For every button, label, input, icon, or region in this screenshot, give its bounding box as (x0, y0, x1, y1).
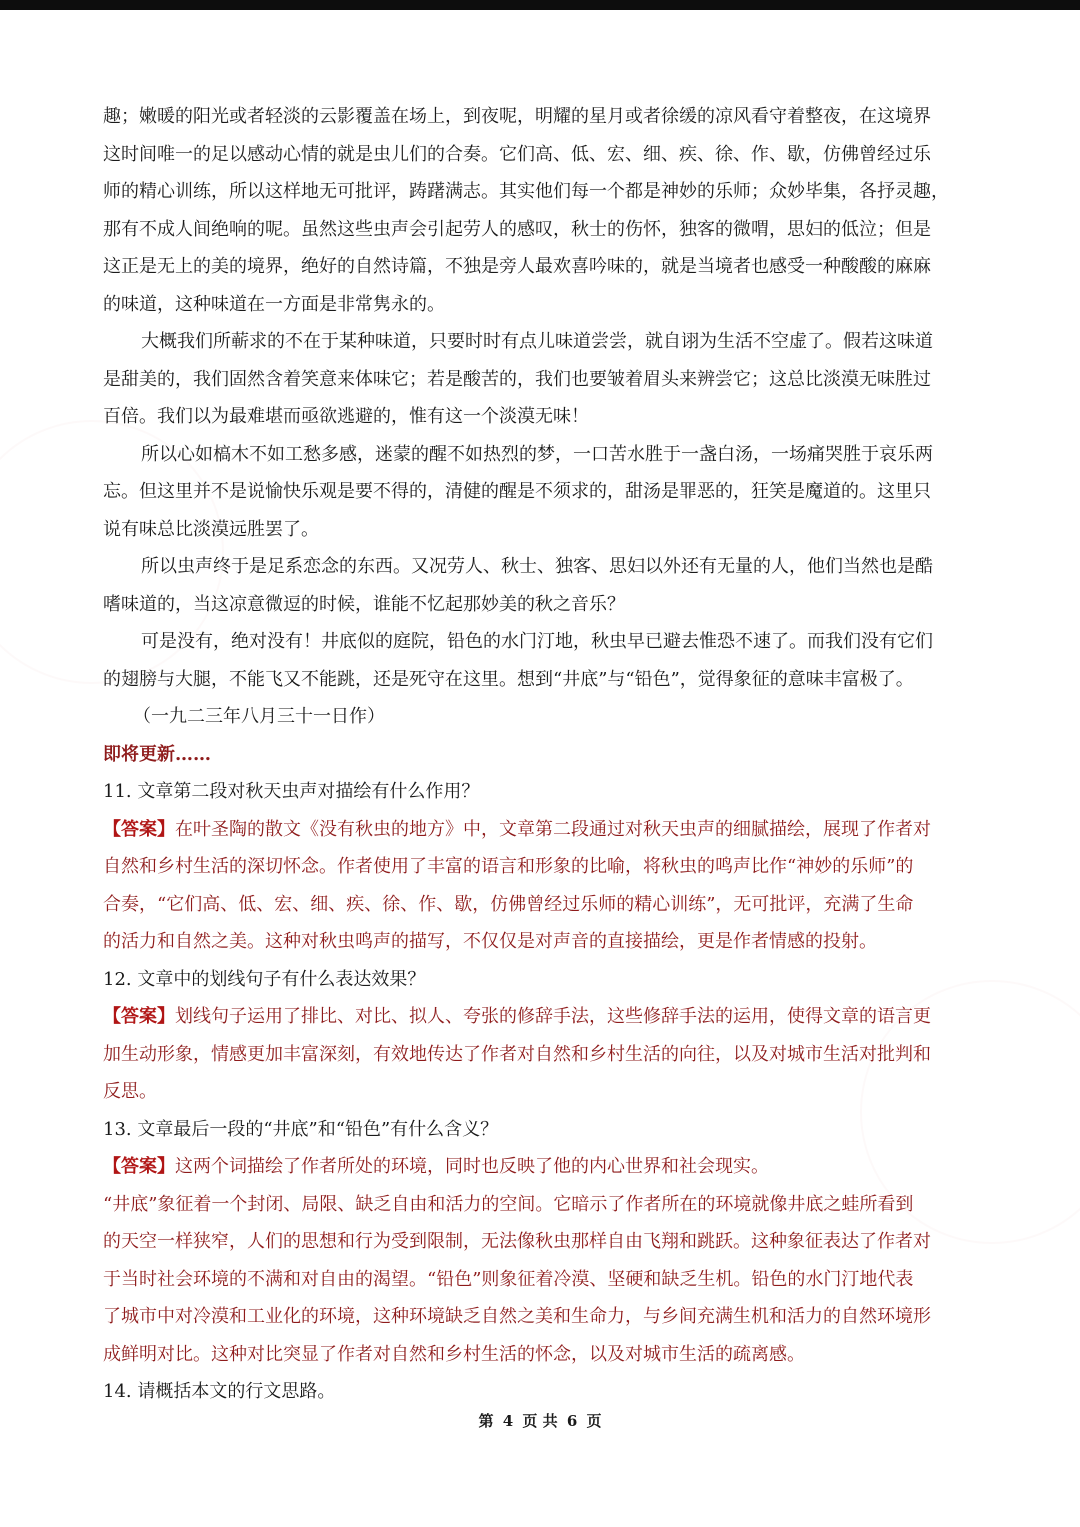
text-line: 这时间唯一的足以感动心情的就是虫儿们的合奏。它们高、低、宏、细、疾、徐、作、歇，仿佛曾经过乐 (103, 143, 931, 165)
answer-text: 在叶圣陶的散文《没有秋虫的地方》中，文章第二段通过对秋天虫声的细腻描绘，展现了作者对 (175, 818, 931, 840)
answer-line: 成鲜明对比。这种对比突显了作者对自然和乡村生活的怀念，以及对城市生活的疏离感。 (103, 1343, 805, 1365)
answer-line: 的活力和自然之美。这种对秋虫鸣声的描写，不仅仅是对声音的直接描绘，更是作者情感的投射。 (103, 931, 877, 952)
text-line: 趣；嫩暖的阳光或者轻淡的云影覆盖在场上，到夜呢，明耀的星月或者徐缓的凉风看守着整夜，在这境界 (103, 106, 931, 127)
answer-line (103, 811, 979, 849)
answer-line: 的天空一样狭窄，人们的思想和行为受到限制，无法像秋虫那样自由飞翔和跳跃。这种象征表达了作者对 (103, 1231, 931, 1252)
text-line: 大概我们所蕲求的不在于某种味道，只要时时有点儿味道尝尝，就自诩为生活不空虚了。假若这味道 (141, 331, 933, 352)
update-notice: 即将更新…… (103, 743, 211, 765)
footer-page-number: 4 (502, 1412, 514, 1430)
question-block-14 (103, 1373, 979, 1411)
text-line: 师的精心训练，所以这样地无可批评，踌躇满志。其实他们每一个都是神妙的乐师；众妙毕集，各抒灵趣， (103, 181, 949, 202)
text-line: 嗜味道的，当这凉意微逗的时候，谁能不忆起那妙美的秋之音乐？ (103, 593, 625, 615)
text-line: 所以心如槁木不如工愁多感，迷蒙的醒不如热烈的梦，一口苦水胜于一盏白汤，一场痛哭胜于哀乐两 (141, 443, 933, 465)
answer-line: 合奏，“它们高、低、宏、细、疾、徐、作、歇，仿佛曾经过乐师的精心训练”，无可批评，充满了生命 (103, 893, 914, 915)
text-line: 这正是无上的美的境界，绝好的自然诗篇，不独是旁人最欢喜吟味的，就是当境者也感受一种酸酸的麻麻 (103, 256, 931, 277)
text-line: 说有味总比淡漠远胜罢了。 (103, 518, 319, 540)
passage-paragraph-2 (103, 323, 979, 436)
answer-line (103, 1148, 979, 1186)
answer-line: 于当时社会环境的不满和对自由的渴望。“铅色”则象征着冷漠、坚硬和缺乏生机。铅色的水门汀地代表 (103, 1268, 914, 1290)
question-text: 13. 文章最后一段的“井底”和“铅色”有什么含义？ (103, 1118, 499, 1140)
passage-paragraph-4 (103, 548, 979, 623)
question-text: 14. 请概括本文的行文思路。 (103, 1381, 336, 1402)
answer-text: 划线句子运用了排比、对比、拟人、夸张的修辞手法，这些修辞手法的运用，使得文章的语言更 (175, 1006, 931, 1027)
answer-line (103, 998, 979, 1036)
answer-line: 加生动形象，情感更加丰富深刻，有效地传达了作者对自然和乡村生活的向往，以及对城市生活对批判和 (103, 1043, 931, 1065)
footer-prefix: 第 (478, 1412, 494, 1430)
page-footer (0, 1410, 1080, 1431)
question-block-11 (103, 773, 979, 961)
text-line: 那有不成人间绝响的呢。虽然这些虫声会引起劳人的感叹，秋士的伤怀，独客的微喟，思妇的低泣；但是 (103, 218, 931, 240)
question-text: 12. 文章中的划线句子有什么表达效果？ (103, 968, 426, 990)
passage-paragraph-5 (103, 623, 979, 698)
answer-text: 这两个词描绘了作者所处的环境，同时也反映了他的内心世界和社会现实。 (175, 1156, 769, 1177)
text-line: 所以虫声终于是足系恋念的东西。又况劳人、秋士、独客、思妇以外还有无量的人，他们当然也是酷 (141, 556, 933, 577)
top-edge-bar (0, 0, 1080, 10)
text-line: 百倍。我们以为最难堪而亟欲逃避的，惟有这一个淡漠无味！ (103, 406, 589, 427)
question-block-13 (103, 1111, 979, 1374)
passage-paragraph-1 (103, 98, 979, 323)
text-line: 是甜美的，我们固然含着笑意来体味它；若是酸苦的，我们也要皱着眉头来辨尝它；这总比淡漠无味胜过 (103, 368, 931, 390)
answer-line: “井底”象征着一个封闭、局限、缺乏自由和活力的空间。它暗示了作者所在的环境就像井底之蛙所看到 (103, 1193, 914, 1215)
text-line: 的翅膀与大腿，不能飞又不能跳，还是死守在这里。想到“井底”与“铅色”，觉得象征的意味丰富极了。 (103, 668, 914, 690)
footer-middle: 页 共 (522, 1412, 558, 1430)
text-line: 可是没有，绝对没有！井底似的庭院，铅色的水门汀地，秋虫早已避去惟恐不速了。而我们没有它们 (141, 631, 933, 652)
passage-paragraph-3 (103, 436, 979, 549)
answer-tag: 【答案】 (103, 818, 175, 840)
answer-line: 自然和乡村生活的深切怀念。作者使用了丰富的语言和形象的比喻，将秋虫的鸣声比作“神妙的乐师”的 (103, 856, 914, 877)
question-block-12 (103, 961, 979, 1111)
question-text: 11. 文章第二段对秋天虫声对描绘有什么作用？ (103, 781, 480, 802)
footer-suffix: 页 (586, 1412, 602, 1430)
answer-tag: 【答案】 (103, 1156, 175, 1177)
text-line: 的味道，这种味道在一方面是非常隽永的。 (103, 293, 445, 315)
footer-total-pages: 6 (566, 1412, 578, 1430)
answer-line: 了城市中对冷漠和工业化的环境，这种环境缺乏自然之美和生命力，与乡间充满生机和活力的自然环境形 (103, 1306, 931, 1327)
answer-line: 反思。 (103, 1081, 157, 1102)
passage-date: （一九二三年八月三十一日作） (133, 706, 385, 727)
text-line: 忘。但这里并不是说愉快乐观是要不得的，清健的醒是不须求的，甜汤是罪恶的，狂笑是魔道的。这里只 (103, 481, 931, 502)
answer-tag: 【答案】 (103, 1006, 175, 1027)
document-page (103, 98, 979, 1411)
